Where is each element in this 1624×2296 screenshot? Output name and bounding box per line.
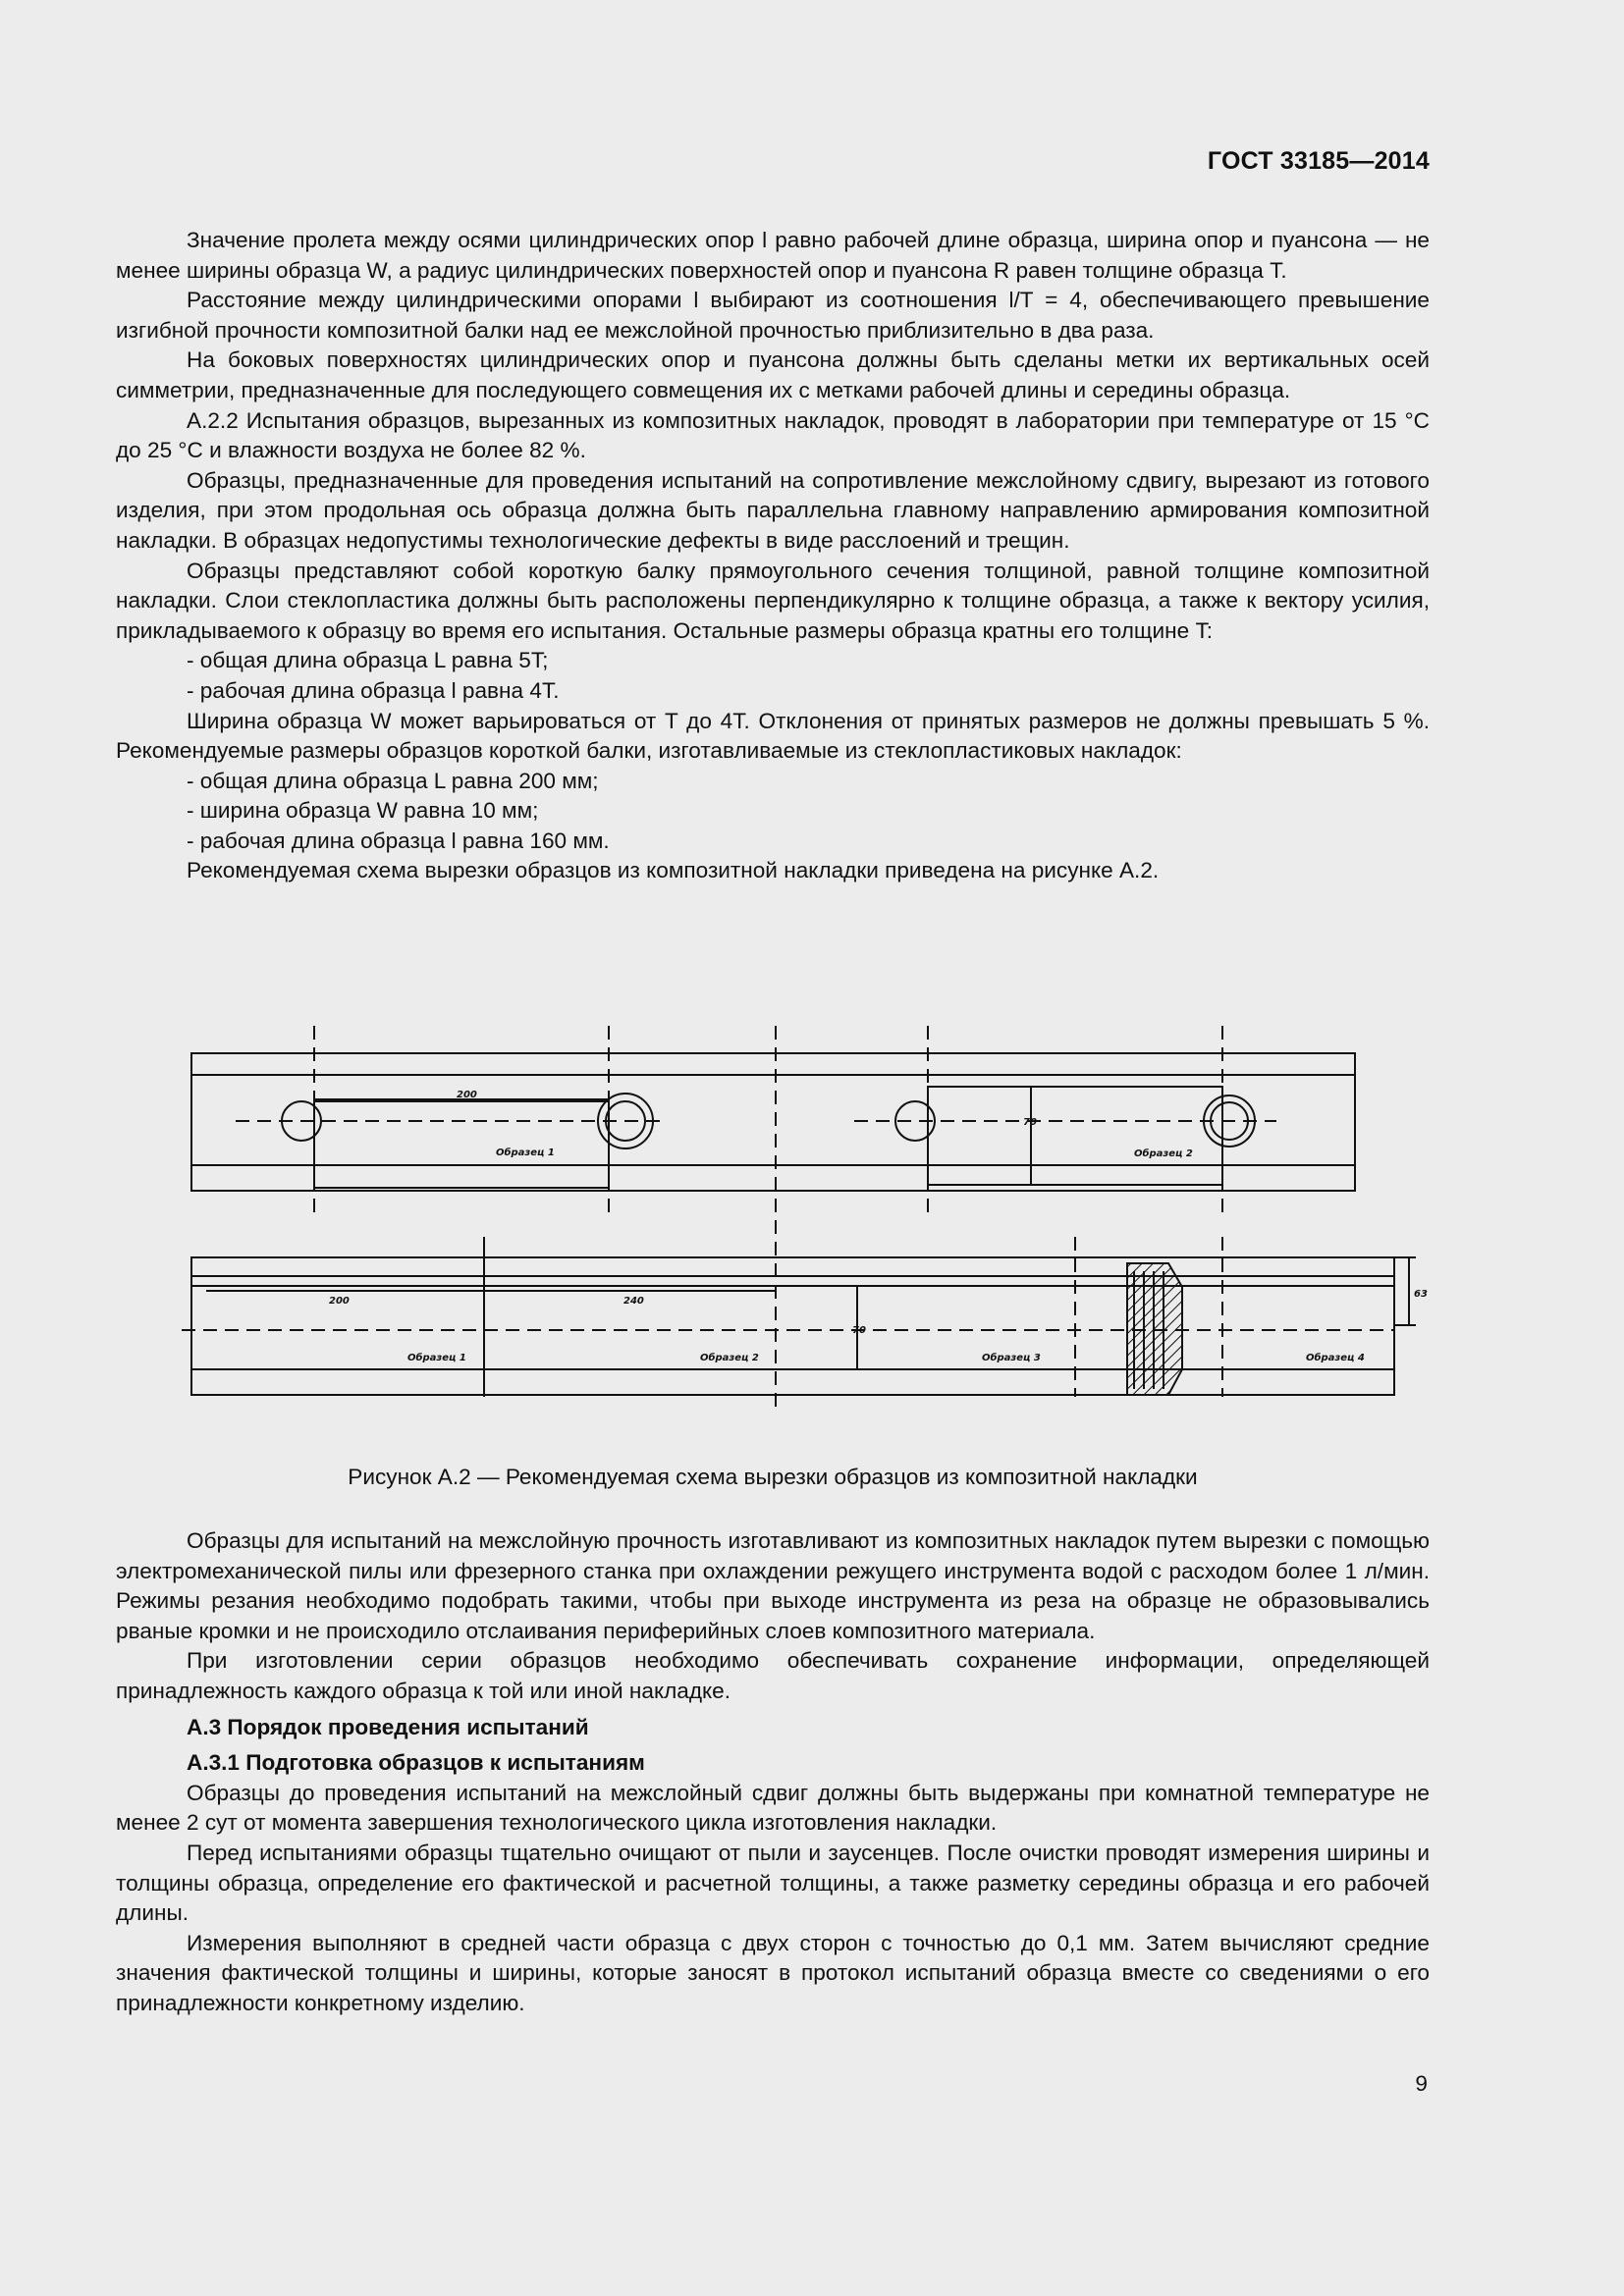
list-item: - рабочая длина образца l равна 160 мм. (187, 828, 610, 853)
sample-label: Образец 1 (496, 1148, 555, 1158)
section-heading: А.3 Порядок проведения испытаний (187, 1714, 589, 1739)
paragraph: Образцы, предназначенные для проведения испытаний на сопротивление межслойному сдвигу, вырезают из готового изделия, при этом продольная ось образца должна быть параллельна главному направлению армирования композитной накладки. В образцах недопустимы технологические дефекты в виде расслоений и трещин. (116, 467, 1430, 553)
sample-label: Образец 3 (982, 1353, 1041, 1363)
list-item: - рабочая длина образца l равна 4T. (187, 677, 560, 703)
list-item: - общая длина образца L равна 5T; (187, 648, 549, 673)
figure-caption: Рисунок А.2 — Рекомендуемая схема вырезки образцов из композитной накладки (348, 1465, 1198, 1489)
document-header: ГОСТ 33185—2014 (1207, 147, 1430, 175)
paragraph: Образцы представляют собой короткую балку прямоугольного сечения толщиной, равной толщине композитной накладки. Слои стеклопластика должны быть расположены перпендикулярно к толщине образца, а также к вектору усилия, прикладываемого к образцу во время его испытания. Остальные размеры образца кратны его толщине T: (116, 558, 1430, 643)
paragraph: Рекомендуемая схема вырезки образцов из композитной накладки приведена на рисунке А.2. (187, 858, 1160, 883)
paragraph: Перед испытаниями образцы тщательно очищают от пыли и заусенцев. После очистки проводят измерения ширины и толщины образца, определение его фактической и расчетной толщины, а также разметку середины образца и его рабочей длины. (116, 1840, 1430, 1926)
paragraph: А.2.2 Испытания образцов, вырезанных из композитных накладок, проводят в лаборатории при температуре от 15 °С до 25 °С и влажности воздуха не более 82 %. (116, 407, 1430, 463)
text-block-bottom (116, 1526, 1430, 2019)
sample-label: Образец 1 (407, 1353, 466, 1363)
dimension-label: 70 (1023, 1117, 1037, 1128)
dimension-label: 200 (329, 1296, 350, 1307)
dimension-label: 200 (457, 1090, 477, 1100)
paragraph: Значение пролета между осями цилиндрических опор l равно рабочей длине образца, ширина опор и пуансона — не менее ширины образца W, а радиус цилиндрических поверхностей опор и пуансона R равен толщине образца T. (116, 228, 1430, 283)
paragraph: Образцы для испытаний на межслойную прочность изготавливают из композитных накладок путем вырезки с помощью электромеханической пилы или фрезерного станка при охлаждении режущего инструмента водой с расходом более 1 л/мин. Режимы резания необходимо подобрать такими, чтобы при выходе инструмента из реза на образце не образовывались рваные кромки и не происходило отслаивания периферийных слоев композитного материала. (116, 1528, 1430, 1643)
dimension-label: 240 (623, 1296, 644, 1307)
sample-label: Образец 4 (1306, 1353, 1365, 1363)
plate-outline-bottom (191, 1257, 1394, 1395)
list-item: - общая длина образца L равна 200 мм; (187, 768, 599, 793)
paragraph: Расстояние между цилиндрическими опорами l выбирают из соотношения l/T = 4, обеспечивающего превышение изгибной прочности композитной балки над ее межслойной прочностью приблизительно в два раза. (116, 288, 1430, 343)
paragraph: Образцы до проведения испытаний на межслойный сдвиг должны быть выдержаны при комнатной температуре не менее 2 сут от момента завершения технологического цикла изготовления накладки. (116, 1780, 1430, 1836)
paragraph: На боковых поверхностях цилиндрических опор и пуансона должны быть сделаны метки их вертикальных осей симметрии, предназначенные для последующего совмещения их с метками рабочей длины и середины образца. (116, 347, 1430, 402)
paragraph: При изготовлении серии образцов необходимо обеспечивать сохранение информации, определяющей принадлежность каждого образца к той или иной накладке. (116, 1648, 1430, 1703)
subsection-heading: А.3.1 Подготовка образцов к испытаниям (187, 1750, 645, 1776)
sample-outline (928, 1087, 1222, 1185)
figure-cutting-scheme (177, 1006, 1428, 1418)
side-view-drawing (182, 1237, 1416, 1397)
sample-label: Образец 2 (1134, 1148, 1193, 1159)
dimension-label: 70 (852, 1325, 866, 1336)
list-item: - ширина образца W равна 10 мм; (187, 798, 539, 824)
text-block-top (116, 226, 1430, 886)
sample-label: Образец 2 (700, 1353, 759, 1363)
sample-outline (314, 1099, 609, 1188)
paragraph: Измерения выполняют в средней части образца с двух сторон с точностью до 0,1 мм. Затем вычисляют средние значения фактической толщины и ширины, которые заносят в протокол испытаний образца вместе со сведениями о его принадлежности конкретному изделию. (116, 1930, 1430, 2015)
page-number: 9 (1415, 2071, 1428, 2096)
paragraph: Ширина образца W может варьироваться от T до 4T. Отклонения от принятых размеров не должны превышать 5 %. Рекомендуемые размеры образцов короткой балки, изготавливаемые из стеклопластиковых накладок: (116, 708, 1430, 764)
dimension-label: 63 (1414, 1289, 1428, 1300)
